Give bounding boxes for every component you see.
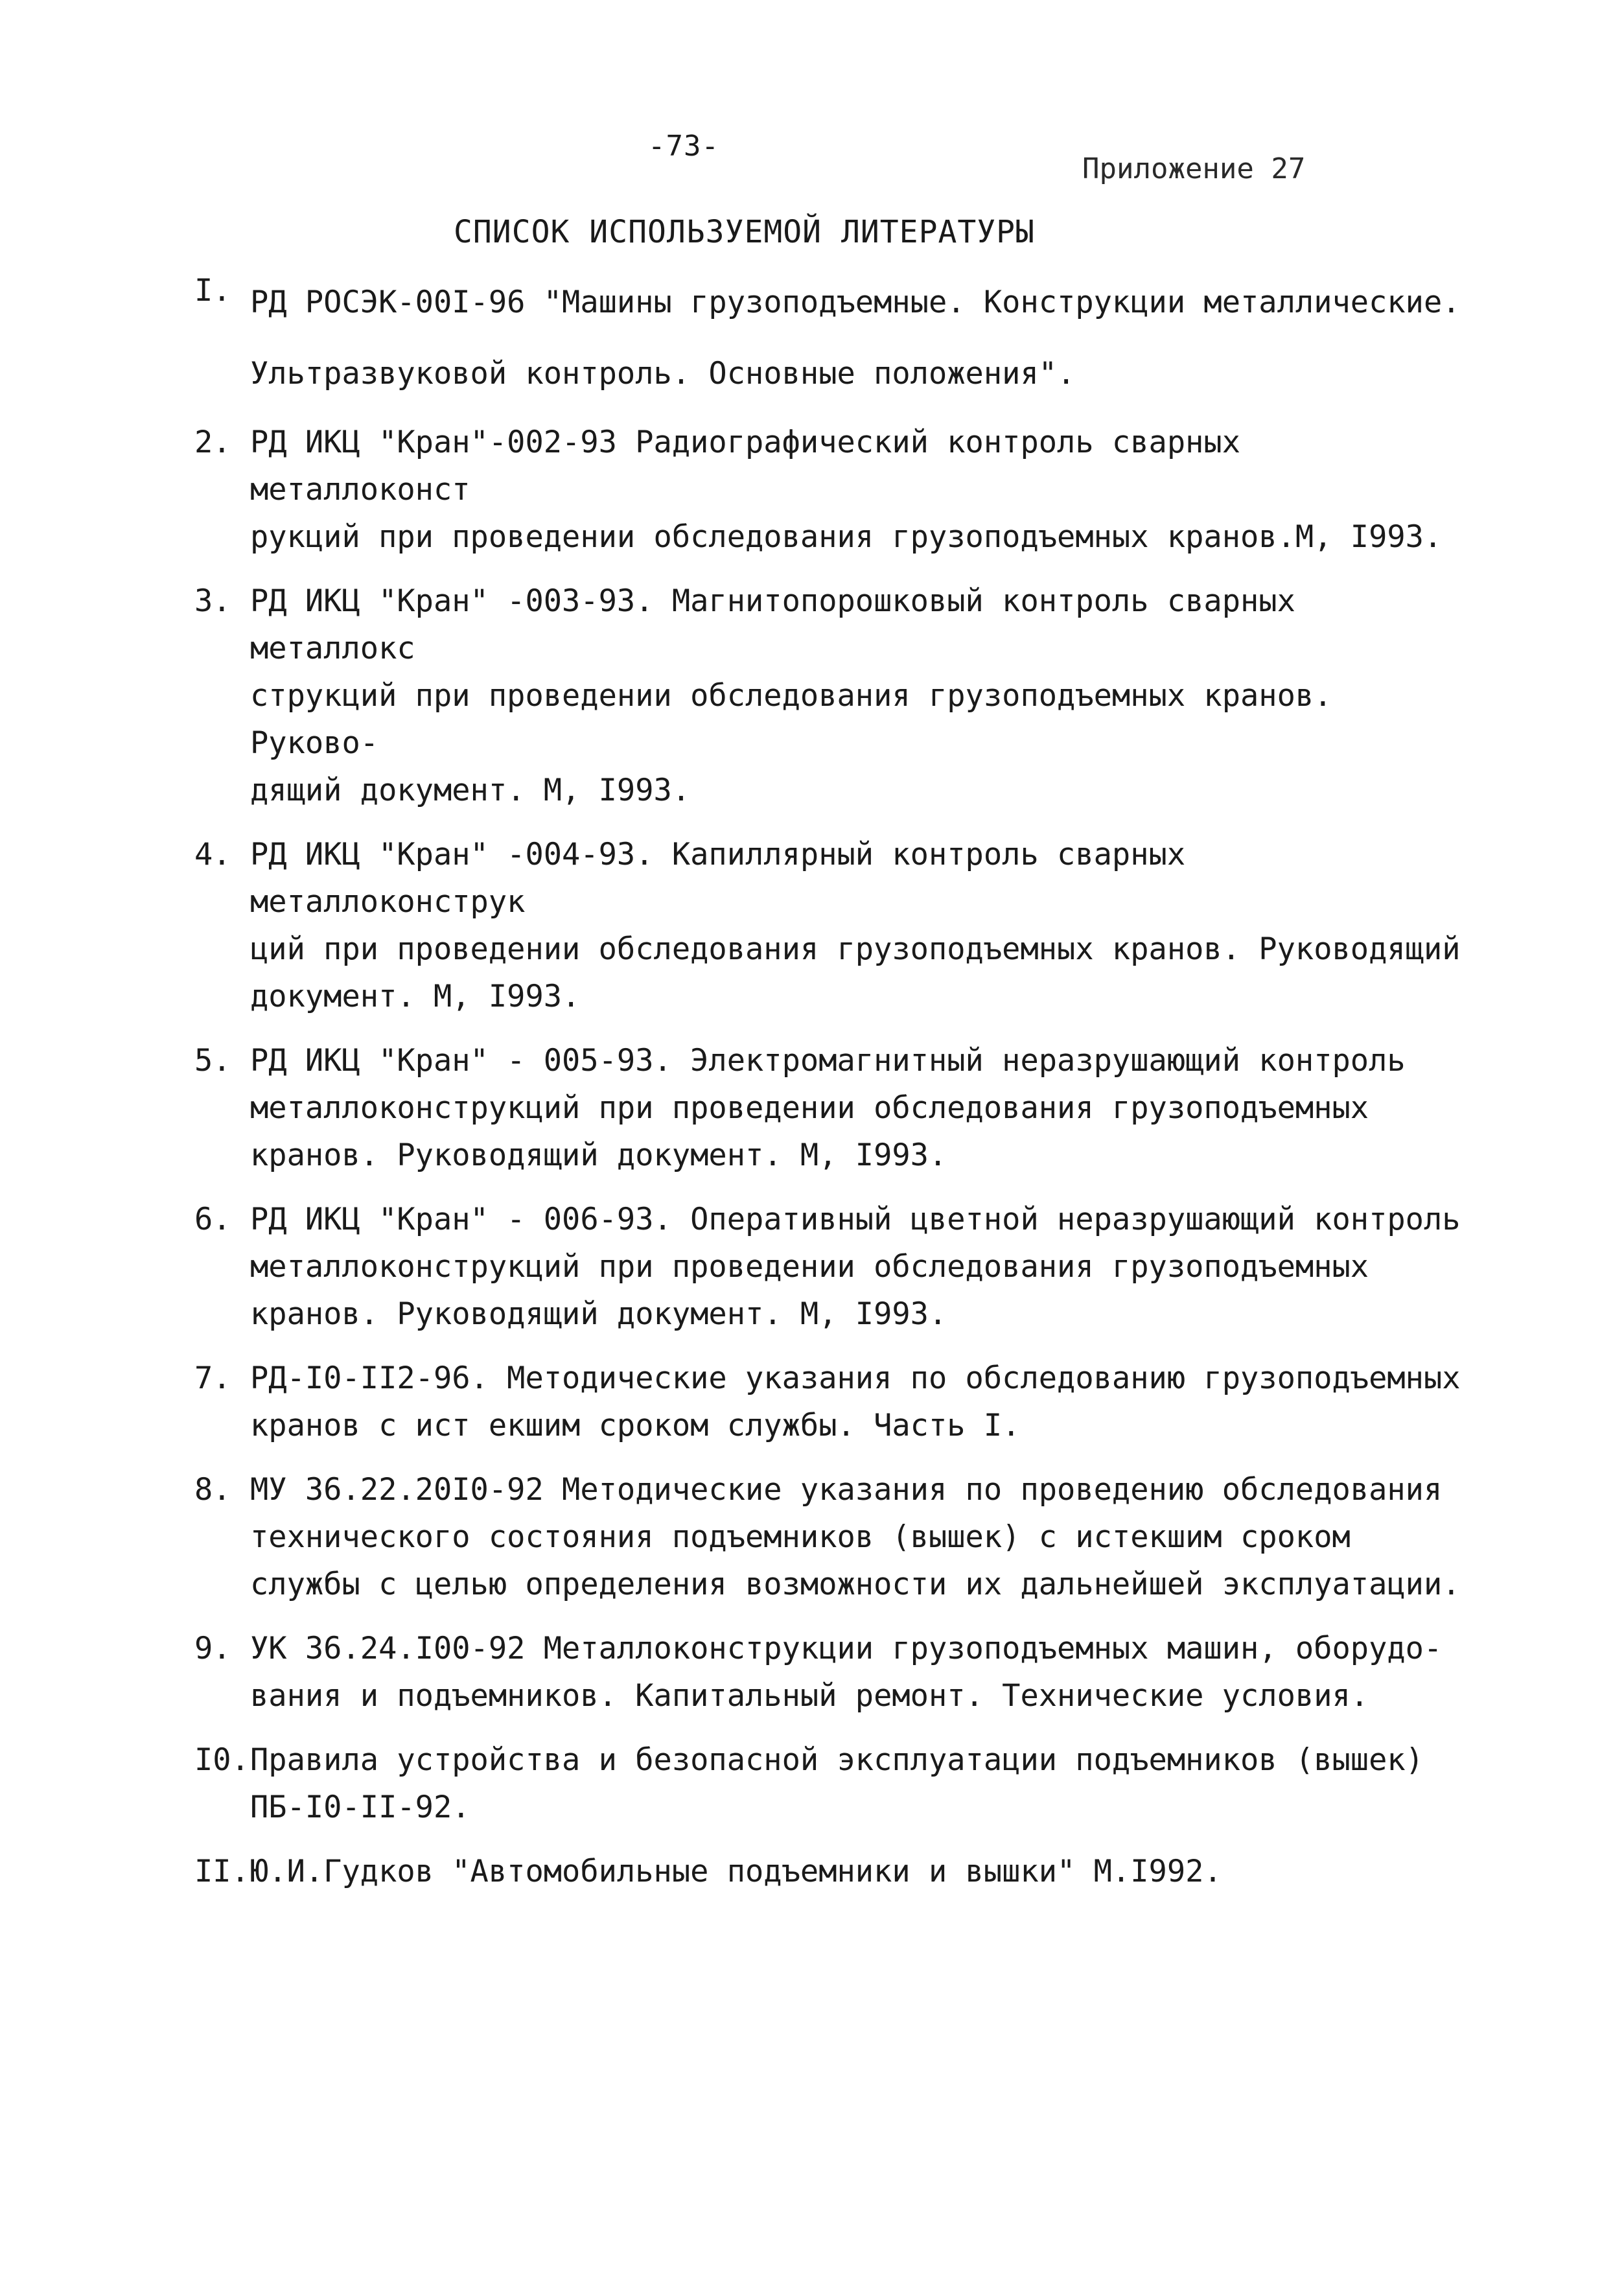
reference-text: РД ИКЦ "Кран" - 005-93. Электромагнитный неразрушающий контроль металлоконструкций при проведении обследования грузоподъемных кранов. Руководящий документ. М, I993. [250, 1043, 1406, 1173]
page-number: -73- [648, 130, 719, 163]
reference-text: МУ 36.22.20I0-92 Методические указания по проведению обследования технического состояния подъемников (вышек) с истекшим сроком службы с целью определения возможности их дальнейшей эксплуатации. [250, 1472, 1461, 1602]
reference-number: 7. [194, 1360, 231, 1396]
reference-item [194, 1037, 1465, 1179]
reference-item [194, 1625, 1465, 1720]
reference-number: 5. [194, 1043, 231, 1079]
reference-number: 9. [194, 1631, 231, 1666]
reference-item [194, 577, 1465, 814]
reference-number: 3. [194, 583, 231, 619]
reference-number: I0. [194, 1742, 249, 1778]
reference-item [194, 1736, 1465, 1831]
page-title: СПИСОК ИСПОЛЬЗУЕМОЙ ЛИТЕРАТУРЫ [454, 214, 1035, 250]
reference-text: РД ИКЦ "Кран" -004-93. Капиллярный контроль сварных металлоконструк ций при проведении обследования грузоподъемных кранов. Руководящий документ. М, I993. [250, 837, 1461, 1014]
reference-item [194, 1466, 1465, 1608]
reference-text: Правила устройства и безопасной эксплуатации подъемников (вышек) ПБ-I0-II-92. [250, 1742, 1424, 1825]
reference-item [194, 1196, 1465, 1338]
reference-text: Ю.И.Гудков "Автомобильные подъемники и вышки" М.I992. [250, 1854, 1222, 1889]
reference-number: 6. [194, 1202, 231, 1237]
reference-number: 2. [194, 425, 231, 460]
reference-number: 8. [194, 1472, 231, 1508]
reference-text: РД ИКЦ "Кран" - 006-93. Оперативный цветной неразрушающий контроль металлоконструкций при проведении обследования грузоподъемных кранов. Руководящий документ. М, I993. [250, 1202, 1461, 1332]
reference-item [194, 419, 1465, 561]
reference-text: РД-I0-II2-96. Методические указания по обследованию грузоподъемных кранов с ист екшим сроком службы. Часть I. [250, 1360, 1461, 1443]
reference-item [194, 831, 1465, 1020]
reference-number: 4. [194, 837, 231, 872]
appendix-label: Приложение 27 [1082, 152, 1306, 185]
reference-list [194, 273, 1465, 1912]
reference-item [194, 267, 1465, 410]
reference-item [194, 1355, 1465, 1449]
reference-text: УК 36.24.I00-92 Металлоконструкции грузоподъемных машин, оборудо- вания и подъемников. Капитальный ремонт. Технические условия. [250, 1631, 1443, 1714]
reference-text: РД РОСЭК-00I-96 "Машины грузоподъемные. Конструкции металлические. Ультразвуковой контроль. Основные положения". [250, 285, 1461, 391]
reference-item [194, 1848, 1465, 1895]
reference-text: РД ИКЦ "Кран"-002-93 Радиографический контроль сварных металлоконст рукций при проведении обследования грузоподъемных кранов.М, I993. [250, 425, 1443, 555]
reference-text: РД ИКЦ "Кран" -003-93. Магнитопорошковый контроль сварных металлокс струкций при проведении обследования грузоподъемных кранов. Руково- дящий документ. М, I993. [250, 583, 1332, 808]
reference-number: II. [194, 1854, 249, 1889]
reference-number: I. [194, 273, 231, 309]
